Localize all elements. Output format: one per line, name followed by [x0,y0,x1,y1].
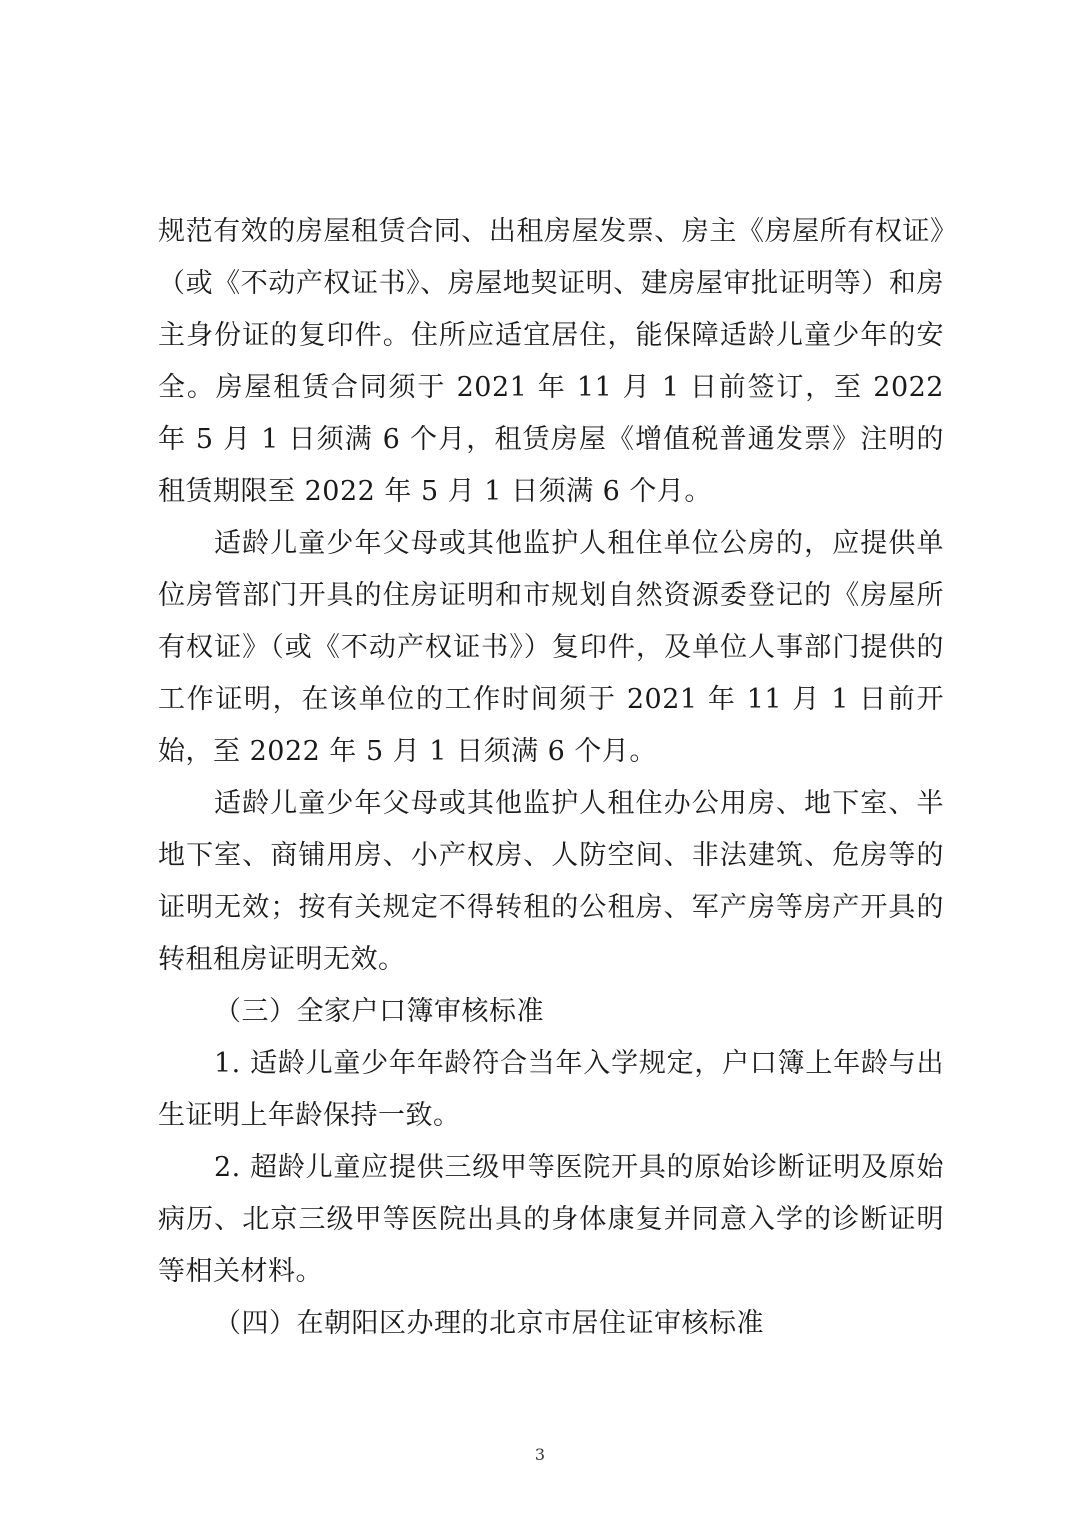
item-overage-children: 2. 超龄儿童应提供三级甲等医院开具的原始诊断证明及原始病历、北京三级甲等医院出具的身体康复并同意入学的诊断证明等相关材料。 [158,1152,944,1287]
page-number: 3 [534,1445,546,1464]
section-heading-residence-permit: （四）在朝阳区办理的北京市居住证审核标准 [214,1308,764,1339]
section-heading-household-register: （三）全家户口簿审核标准 [214,996,544,1027]
paragraph-unit-public-housing: 适龄儿童少年父母或其他监护人租住单位公房的，应提供单位房管部门开具的住房证明和市规划自然资源委登记的《房屋所有权证》（或《不动产权证书》）复印件，及单位人事部门提供的工作证明，在该单位的工作时间须于 2021 年 11 月 1 日前开始，至 2022 年 5 月 1 日须满 6 个月。 [158,528,944,767]
document-body [158,206,944,1350]
item-age-requirement: 1. 适龄儿童少年年龄符合当年入学规定，户口簿上年龄与出生证明上年龄保持一致。 [158,1048,944,1131]
paragraph-invalid-housing-proofs: 适龄儿童少年父母或其他监护人租住办公用房、地下室、半地下室、商铺用房、小产权房、人防空间、非法建筑、危房等的证明无效；按有关规定不得转租的公租房、军产房等房产开具的转租租房证明无效。 [158,788,944,975]
paragraph-housing-lease-requirements: 规范有效的房屋租赁合同、出租房屋发票、房主《房屋所有权证》（或《不动产权证书》、房屋地契证明、建房屋审批证明等）和房主身份证的复印件。住所应适宜居住，能保障适龄儿童少年的安全。房屋租赁合同须于 2021 年 11 月 1 日前签订，至 2022 年 5 月 1 日须满 6 个月，租赁房屋《增值税普通发票》注明的租赁期限至 2022 年 5 月 1 日须满 6 个月。 [158,216,944,507]
